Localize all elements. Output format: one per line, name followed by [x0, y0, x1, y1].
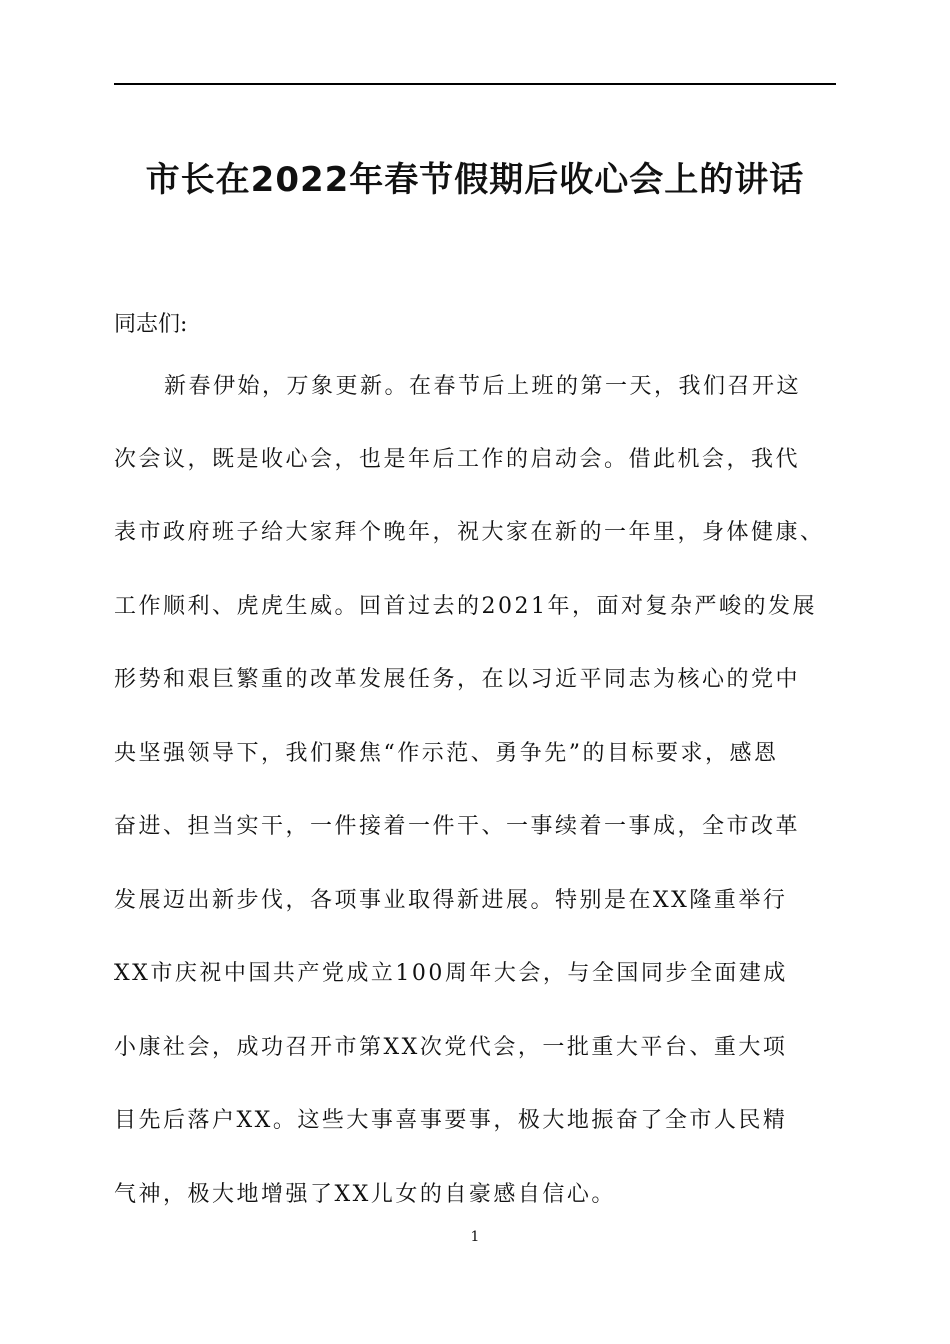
- paragraph-line: 次会议，既是收心会，也是年后工作的启动会。借此机会，我代: [114, 447, 801, 472]
- paragraph-line: 形势和艰巨繁重的改革发展任务，在以习近平同志为核心的党中: [114, 667, 801, 692]
- paragraph-line: 小康社会，成功召开市第XX次党代会，一批重大平台、重大项: [114, 1035, 788, 1060]
- paragraph-line: 工作顺利、虎虎生威。回首过去的2021年，面对复杂严峻的发展: [114, 594, 817, 619]
- paragraph-line: 奋进、担当实干，一件接着一件干、一事续着一事成，全市改革: [114, 814, 801, 839]
- paragraph-line: 目先后落户XX。这些大事喜事要事，极大地振奋了全市人民精: [114, 1108, 788, 1133]
- salutation: 同志们:: [114, 312, 188, 337]
- paragraph-line: 发展迈出新步伐，各项事业取得新进展。特别是在XX隆重举行: [114, 888, 788, 913]
- paragraph-line: XX市庆祝中国共产党成立100周年大会，与全国同步全面建成: [114, 961, 788, 986]
- paragraph-line: 新春伊始，万象更新。在春节后上班的第一天，我们召开这: [164, 374, 802, 399]
- header-rule: [114, 83, 836, 85]
- document-title: 市长在2022年春节假期后收心会上的讲话: [145, 160, 805, 200]
- paragraph-line: 央坚强领导下，我们聚焦“作示范、勇争先”的目标要求，感恩: [114, 741, 779, 766]
- paragraph-line: 气神，极大地增强了XX儿女的自豪感自信心。: [114, 1182, 616, 1207]
- paragraph-line: 表市政府班子给大家拜个晚年，祝大家在新的一年里，身体健康、: [114, 520, 825, 545]
- page-number: 1: [470, 1229, 480, 1245]
